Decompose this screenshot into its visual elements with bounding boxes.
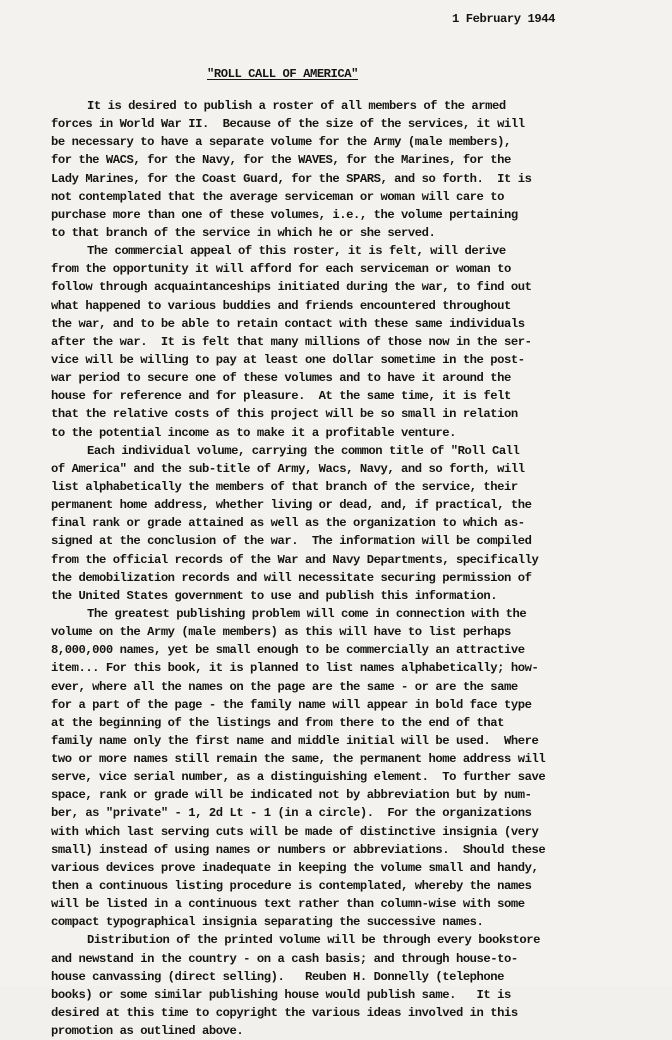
text-line — [0, 206, 672, 224]
text-line — [0, 895, 672, 913]
text-line-content: of America" and the sub-title of Army, Wacs, Navy, and so forth, will — [51, 461, 525, 476]
text-line-content: from the official records of the War and Navy Departments, specifically — [51, 552, 539, 567]
text-line-content: space, rank or grade will be indicated not by abbreviation but by num- — [51, 788, 532, 803]
text-line — [0, 877, 672, 895]
text-line-content: after the war. It is felt that many millions of those now in the ser- — [51, 334, 532, 349]
text-line-content: It is desired to publish a roster of all members of the armed — [87, 99, 506, 113]
text-line-content: ber, as "private" - 1, 2d Lt - 1 (in a circle). For the organizations — [51, 806, 532, 821]
text-line — [0, 405, 672, 423]
text-line-content: with which last serving cuts will be made of distinctive insignia (very — [51, 824, 539, 839]
text-line-content: house for reference and for pleasure. At the same time, it is felt — [51, 389, 511, 404]
text-line — [0, 569, 672, 587]
text-line-content: ever, where all the names on the page are the same - or are the same — [51, 679, 518, 694]
text-line-content: house canvassing (direct selling). Reuben H. Donnelly (telephone — [51, 969, 505, 984]
text-line — [0, 786, 672, 804]
document-title — [207, 65, 358, 83]
text-line — [0, 587, 672, 605]
text-line — [0, 804, 672, 822]
text-line — [0, 496, 672, 514]
text-line-content: final rank or grade attained as well as the organization to which as- — [51, 516, 525, 531]
text-line-content: 8,000,000 names, yet be small enough to be commercially an attractive — [51, 643, 525, 658]
text-line — [0, 369, 672, 387]
text-line-content: volume on the Army (male members) as this will have to list perhaps — [51, 625, 511, 640]
text-line-content: will be listed in a continuous text rather than column-wise with some — [51, 897, 525, 912]
text-line — [0, 242, 672, 260]
text-line — [0, 532, 672, 550]
text-line — [0, 387, 672, 405]
text-line-content: then a continuous listing procedure is contemplated, whereby the names — [51, 879, 532, 894]
text-line-content: The commercial appeal of this roster, it is felt, will derive — [87, 244, 506, 259]
text-line — [0, 442, 672, 460]
text-line-content: be necessary to have a separate volume for the Army (male members), — [51, 135, 511, 150]
text-line — [0, 478, 672, 496]
text-line — [0, 696, 672, 714]
text-line-content: family name only the first name and middle initial will be used. Where — [51, 733, 539, 748]
text-line-content: vice will be willing to pay at least one dollar sometime in the post- — [51, 352, 525, 367]
text-line-content: various devices prove inadequate in keeping the volume small and handy, — [51, 860, 539, 875]
text-line-content: the demobilization records and will necessitate securing permission of — [51, 570, 532, 585]
document-title-text: "ROLL CALL OF AMERICA" — [207, 67, 359, 81]
text-line — [0, 224, 672, 242]
text-line — [0, 278, 672, 296]
text-line-content: and newstand in the country - on a cash basis; and through house-to- — [51, 951, 518, 966]
text-line-content: at the beginning of the listings and from there to the end of that — [51, 715, 505, 730]
text-line — [0, 841, 672, 859]
text-line-content: for the WACS, for the Navy, for the WAVES, for the Marines, for the — [51, 153, 511, 168]
text-line — [0, 151, 672, 169]
text-line — [0, 333, 672, 351]
text-line — [0, 659, 672, 677]
text-line-content: two or more names still remain the same, the permanent home address will — [51, 752, 546, 767]
text-line — [0, 315, 672, 333]
text-line-content: Lady Marines, for the Coast Guard, for the SPARS, and so forth. It is — [51, 171, 532, 186]
text-line-content: the United States government to use and publish this information. — [51, 588, 498, 603]
text-line — [0, 931, 672, 949]
text-line — [0, 460, 672, 478]
text-line — [0, 768, 672, 786]
text-line-content: purchase more than one of these volumes, i.e., the volume pertaining — [51, 207, 518, 222]
text-line-content: Distribution of the printed volume will be through every bookstore — [87, 933, 541, 948]
text-line — [0, 133, 672, 151]
text-line-content: war period to secure one of these volumes and to have it around the — [51, 371, 511, 386]
text-line-content: Each individual volume, carrying the common title of "Roll Call — [87, 443, 520, 458]
text-line-content: the war, and to be able to retain contact with these same individuals — [51, 316, 525, 331]
text-line — [0, 1004, 672, 1022]
text-line-content: to the potential income as to make it a profitable venture. — [51, 425, 456, 440]
text-line-content: small) instead of using names or numbers or abbreviations. Should these — [51, 842, 546, 857]
text-line-content: from the opportunity it will afford for each serviceman or woman to — [51, 262, 511, 277]
text-line — [0, 913, 672, 931]
text-line — [0, 351, 672, 369]
text-line — [0, 605, 672, 623]
text-line — [0, 623, 672, 641]
text-line-content: books) or some similar publishing house would publish same. It is — [51, 987, 511, 1002]
text-line-content: that the relative costs of this project will be so small in relation — [51, 407, 518, 422]
text-line-content: for a part of the page - the family name will appear in bold face type — [51, 697, 532, 712]
text-line-content: follow through acquaintanceships initiated during the war, to find out — [51, 280, 532, 295]
text-line — [0, 115, 672, 133]
text-line-content: compact typographical insignia separating the successive names. — [51, 915, 484, 930]
text-line-content: promotion as outlined above. — [51, 1024, 244, 1039]
text-line — [0, 188, 672, 206]
document-body — [0, 97, 672, 1040]
text-line-content: what happened to various buddies and friends encountered throughout — [51, 298, 511, 313]
text-line — [0, 551, 672, 569]
text-line-content: permanent home address, whether living or dead, and, if practical, the — [51, 498, 532, 513]
text-line — [0, 986, 672, 1004]
text-line-content: list alphabetically the members of that branch of the service, their — [51, 479, 518, 494]
text-line — [0, 678, 672, 696]
text-line — [0, 97, 672, 115]
text-line — [0, 297, 672, 315]
text-line — [0, 714, 672, 732]
text-line — [0, 1022, 672, 1040]
text-line-content: to that branch of the service in which he or she served. — [51, 225, 436, 240]
text-line — [0, 260, 672, 278]
text-line-content: not contemplated that the average serviceman or woman will care to — [51, 189, 505, 204]
text-line — [0, 823, 672, 841]
text-line-content: serve, vice serial number, as a distinguishing element. To further save — [51, 770, 546, 785]
text-line — [0, 968, 672, 986]
text-line — [0, 424, 672, 442]
text-line — [0, 514, 672, 532]
text-line — [0, 732, 672, 750]
text-line-content: desired at this time to copyright the various ideas involved in this — [51, 1006, 518, 1021]
text-line — [0, 859, 672, 877]
text-line — [0, 950, 672, 968]
text-line-content: forces in World War II. Because of the size of the services, it will — [51, 117, 525, 132]
document-date: 1 February 1944 — [452, 12, 555, 26]
text-line-content: item... For this book, it is planned to list names alphabetically; how- — [51, 661, 539, 676]
text-line — [0, 750, 672, 768]
text-line-content: signed at the conclusion of the war. The information will be compiled — [51, 534, 532, 549]
text-line-content: The greatest publishing problem will come in connection with the — [87, 606, 527, 621]
text-line — [0, 170, 672, 188]
text-line — [0, 641, 672, 659]
